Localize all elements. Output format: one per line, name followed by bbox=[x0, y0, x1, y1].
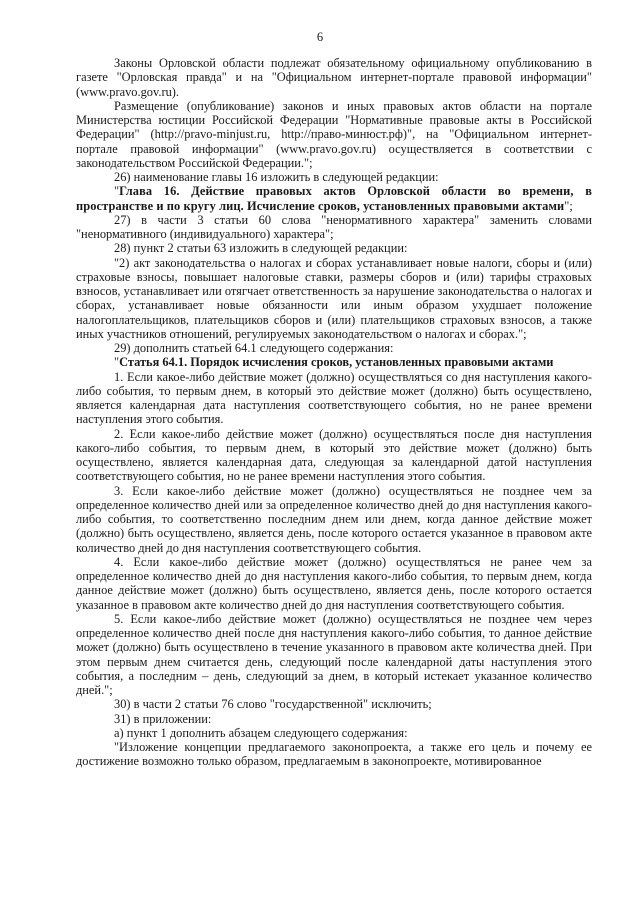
paragraph: Законы Орловской области подлежат обязательному официальному опубликованию в газете "Орловская правда" и на "Официальном интернет-портале правовой информации" (www.pravo.gov.ru). bbox=[76, 56, 592, 99]
paragraph: 26) наименование главы 16 изложить в следующей редакции: bbox=[114, 170, 439, 184]
paragraph: 1. Если какое-либо действие может (должно) осуществляться со дня наступления какого-либо события, то первым днем, в который это действие может (должно) быть осуществлено, является календарная дата наступления соответствующего события, но не ранее времени наступления этого события. bbox=[76, 369, 592, 427]
quote-close: "; bbox=[564, 198, 573, 213]
paragraph: а) пункт 1 дополнить абзацем следующего содержания: bbox=[114, 725, 408, 740]
article-64-1-heading bbox=[76, 355, 592, 369]
paragraph: 4. Если какое-либо действие может (должно) осуществляться не ранее чем за определенное количество дней до дня наступления какого-либо события, то первым днем, когда данное действие может (должно) быть осуществлено, является день, после которого остается указанное в правовом акте количество дней до дня наступления соответствующего события. bbox=[76, 554, 592, 612]
paragraph: 28) пункт 2 статьи 63 изложить в следующей редакции: bbox=[114, 241, 408, 256]
chapter-16-heading bbox=[76, 184, 592, 213]
paragraph: 29) дополнить статьей 64.1 следующего содержания: bbox=[114, 341, 394, 355]
paragraph: "2) акт законодательства о налогах и сборах устанавливает новые налоги, сборы и (или) страховые взносы, повышает налоговые ставки, размеры сборов и (или) тарифы страховых взносов, устанавливает или отягчает ответственность за нарушение законодательства о налогах и сборах, устанавливает новые обязанности или иным образом ухудшает положение налогоплательщиков, плательщиков сборов и (или) плательщиков страховых взносов, а также иных участников отношений, регулируемых законодательством о налогах и сборах."; bbox=[76, 255, 592, 341]
chapter-16-title: Глава 16. Действие правовых актов Орловской области во времени, в пространстве и по кругу лиц. Исчисление сроков, установленных правовыми актами bbox=[76, 184, 592, 213]
paragraph: 31) в приложении: bbox=[114, 711, 212, 726]
paragraph: 2. Если какое-либо действие может (должно) осуществляться после дня наступления какого-либо события, то первым днем, в который это действие может (должно) быть осуществлено, является календарная дата, следующая за календарной датой наступления соответствующего события, но не ранее времени наступления этого события. bbox=[76, 426, 592, 484]
paragraph: 27) в части 3 статьи 60 слова "ненормативного характера" заменить словами "ненормативного (индивидуального) характера"; bbox=[76, 212, 592, 241]
page-number: 6 bbox=[316, 30, 324, 44]
quote-open: " bbox=[114, 355, 120, 370]
paragraph: Размещение (опубликование) законов и иных правовых актов области на портале Министерства юстиции Российской Федерации "Нормативные правовые акты в Российской Федерации" (http://pravo-minjust.ru, http://право-минюст.рф)", на "Официальном интернет-портале правовой информации" (www.pravo.gov.ru) осуществляется в соответствии с законодательством Российской Федерации."; bbox=[76, 98, 592, 170]
paragraph: 30) в части 2 статьи 76 слово "государственной" исключить; bbox=[114, 697, 432, 712]
document-body bbox=[76, 56, 592, 769]
article-64-1-title: Статья 64.1. Порядок исчисления сроков, установленных правовыми актами bbox=[119, 355, 554, 370]
paragraph: 3. Если какое-либо действие может (должно) осуществляться не позднее чем за определенное количество дней или за определенное количество дней до дня наступления какого-либо события, то соответственно последним днем или днем, когда данное действие может (должно) быть осуществлено, является день, после которого остается указанное в правовом акте количество дней до дня наступления соответствующего события. bbox=[76, 483, 592, 555]
quote-open: " bbox=[114, 184, 120, 199]
paragraph: "Изложение концепции предлагаемого законопроекта, а также его цель и почему ее достижение возможно только образом, предлагаемым в законопроекте, мотивированное bbox=[76, 740, 592, 769]
paragraph: 5. Если какое-либо действие может (должно) осуществляться не позднее чем через определенное количество дней после дня наступления какого-либо события, то данное действие может (должно) быть осуществлено в течение указанного в правовом акте количества дней. При этом первым днем считается день, следующий после календарной даты наступления этого события, а последним – день, следующий за днем, в который истекает указанное количество дней."; bbox=[76, 611, 592, 697]
